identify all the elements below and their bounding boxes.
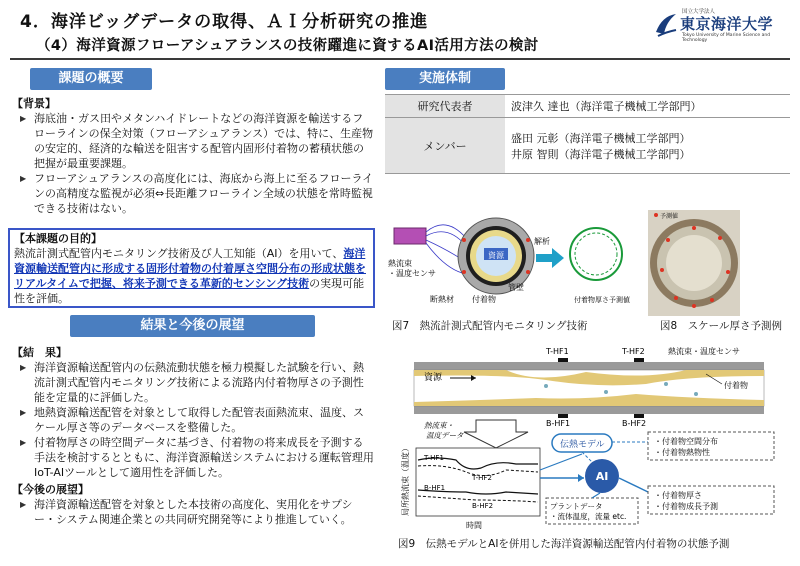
fig9-model: 伝熱モデル: [560, 440, 605, 450]
fig7-deposit: 付着物: [472, 295, 496, 304]
fig9-data-label: 熱流束・温度データ: [424, 421, 464, 440]
result-bullet-3: ▶ 付着物厚さの時空間データに基づき、付着物の将来成長を予測する手法を検討するとともに、海洋資源輸送システムにおける運転管理用IoT-AIツールとして適用性を評価した。: [20, 435, 374, 480]
fig9-bhf1: B-HF1: [546, 419, 571, 428]
fig9-deposit: 付着物: [724, 381, 748, 390]
fig9-bhf2: B-HF2: [622, 419, 647, 428]
fig8-caption: 図8 スケール厚さ予測例: [660, 320, 782, 332]
logo-name: 東京海洋大学: [680, 15, 774, 33]
page-subtitle: （4）海洋資源フローアシュアランスの技術躍進に資するAI活用方法の検討: [36, 38, 539, 54]
background-heading: 【背景】: [12, 97, 56, 110]
chart-bhf1: B-HF1: [424, 484, 446, 492]
overview-text: [12, 96, 374, 216]
result-heading: 【結 果】: [12, 346, 67, 359]
sensor-block: [394, 228, 426, 244]
background-bullet-2: ▶ フローアシュアランスの高度化には、海底から海上に至るフローラインの高精度な監視が必須⇔長距離フローライン全域の状態を常時監視できる技術はない。: [20, 171, 374, 216]
goal-text-1: 熱流計測式配管内モニタリング技術及び人工知能（AI）を用いて、: [14, 247, 344, 260]
chart-thf2: T-HF2: [472, 474, 492, 482]
chart-ylabel: 局所熱流束（温度）: [401, 444, 410, 516]
logo-small-text: 国立大学法人: [682, 9, 716, 15]
fig7-diagram: [386, 210, 638, 316]
fig9-out2: ・付着物厚さ・付着物成長予測: [654, 491, 718, 511]
fig8-photo: [648, 210, 740, 316]
fig7-analysis: 解析: [534, 237, 550, 246]
fig7-thickness: 付着物厚さ予測値: [574, 296, 630, 304]
fig7-insulation: 断熱材: [430, 295, 454, 304]
wave-logo-icon: [654, 10, 678, 40]
result-bullet-2: ▶ 地熱資源輸送配管を対象として取得した配管表面熱流束、温度、スケール厚さ等のデータベースを整備した。: [20, 405, 374, 435]
goal-heading: 【本課題の目的】: [14, 232, 102, 245]
goal-text-3: の実現可能性を評価。: [14, 277, 365, 305]
page-title: 4．海洋ビッグデータの取得、ＡＩ分析研究の推進: [20, 12, 429, 32]
results-label: 結果と今後の展望: [70, 315, 315, 337]
goal-highlight: 海洋資源輸送配管内に形成する固形付着物の付着厚さ空間分布の形成状態をリアルタイムで把握、将来予測できる革新的センシング技術: [14, 247, 366, 290]
fig9-caption: 図9 伝熱モデルとAIを併用した海洋資源輸送配管内付着物の状態予測: [398, 538, 730, 550]
role-cell: 研究代表者: [385, 95, 505, 118]
role-cell: メンバー: [385, 118, 505, 174]
chart-xlabel: 時間: [466, 521, 482, 530]
member-cell: 波津久 達也（海洋電子機械工学部門）: [505, 95, 790, 118]
team-table: [385, 94, 790, 174]
fig7-resource: 資源: [488, 251, 504, 260]
fig9-plant: プラントデータ・流体温度，流量 etc.: [550, 502, 627, 521]
fig7-caption: 図7 熱流計測式配管内モニタリング技術: [392, 320, 588, 332]
fig9-ai: AI: [595, 470, 609, 483]
fig9-diagram: [386, 340, 790, 534]
logo-english: Tokyo University of Marine Science and Technology: [682, 33, 771, 43]
structure-label: 実施体制: [385, 68, 505, 90]
table-row: [385, 118, 790, 174]
fig9-out1: ・付着物空間分布・付着物熱物性: [654, 437, 718, 457]
member-cell: 盛田 元彰（海洋電子機械工学部門） 井原 智則（海洋電子機械工学部門）: [505, 118, 790, 174]
fig9-resource: 資源: [424, 373, 443, 383]
header: [0, 0, 800, 60]
future-bullet-1: ▶ 海洋資源輸送配管を対象とした本技術の高度化、実用化をサプシー・システム関連企業との共同研究開発等により推進していく。: [20, 497, 374, 527]
goal-text: [14, 231, 370, 306]
background-bullet-1: ▶ 海底油・ガス田やメタンハイドレートなどの海洋資源を輸送するフローラインの保全対策（フローアシュアランス）では、特に、生産物の安定的、経済的な輸送を阻害する配管内固形付着物の蓄積状態の把握が最重要課題。: [20, 111, 374, 171]
chart-thf1: T-HF1: [424, 454, 444, 462]
fig9-thf1: T-HF1: [546, 347, 569, 356]
fig7-pipe-wall: 管壁: [508, 283, 524, 292]
header-divider: [10, 58, 790, 60]
fig8-legend: 予測値: [660, 213, 679, 220]
fig7-sensor-label: 熱流束・温度センサ: [388, 259, 436, 278]
overview-label: 課題の概要: [30, 68, 152, 90]
chart-bhf2: B-HF2: [472, 502, 494, 510]
goal-box: [8, 228, 375, 308]
results-text: [12, 345, 374, 527]
fig9-sensor: 熱流束・温度センサ: [668, 347, 740, 356]
fig9-thf2: T-HF2: [622, 347, 645, 356]
university-logo: [654, 6, 794, 46]
table-row: [385, 95, 790, 118]
future-heading: 【今後の展望】: [12, 483, 89, 496]
result-bullet-1: ▶ 海洋資源輸送配管内の伝熱流動状態を極力模擬した試験を行い、熱流計測式配管内モニタリング技術による流路内付着物厚さの予測性能を定量的に評価した。: [20, 360, 374, 405]
